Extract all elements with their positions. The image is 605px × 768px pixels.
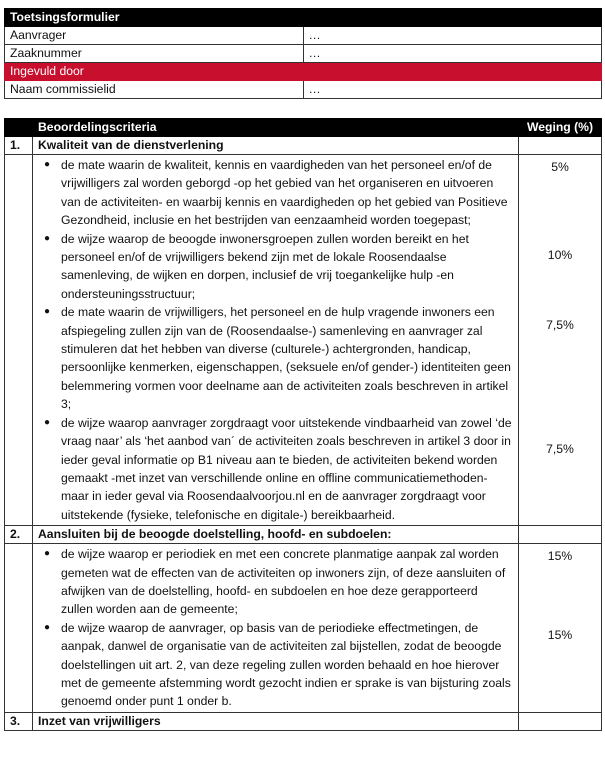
list-item: ● de mate waarin de vrijwilligers, het personeel en de hulp vragende inwoners een afspiegeling zullen zijn van de (Roosendaalse-) samenleving en aanvrager zal stimuleren dat het hebben van diverse (culturele-) achtergronden, handicap, persoonlijke kenmerken, eigenschappen, (seksuele en/of gender-) identiteiten geen belemmering vormen voor deelname aan de activiteiten zoals beschreven in artikel 3; <box>33 303 512 413</box>
criteria-column-header: Beoordelingscriteria <box>33 119 519 137</box>
weight-column-header: Weging (%) <box>519 119 602 137</box>
bullet-icon: ● <box>43 416 51 428</box>
assessment-form-table <box>4 8 602 99</box>
list-item: ● de mate waarin de kwaliteit, kennis en vaardigheden van het personeel en/of de vrijwilligers zal worden geborgd -op het gebied van het organiseren en uitvoeren van de activiteiten- en waarbij kennis en vaardigheden op het gebied van Positieve Gezondheid, inclusie en het bestrijden van eenzaamheid worden toegepast; <box>33 156 512 230</box>
applicant-value[interactable]: … <box>303 27 602 45</box>
list-item: ● de wijze waarop de beoogde inwonersgroepen zullen worden bereikt en het personeel en/of de vrijwilligers bekend zijn met de lokale Roosendaalse samenleving, de wijken en dorpen, inclusief de vrij toegankelijke hulp -en ondersteuningsstructuur; <box>33 230 512 304</box>
form-title: Toetsingsformulier <box>5 9 602 27</box>
list-item: ● de wijze waarop er periodiek en met een concrete planmatige aanpak zal worden gemeten wat de effecten van de activiteiten op inwoners zijn, of deze aansluiten of afwijken van de doelstelling, hoofd- en subdoelen en hoe deze gerapporteerd zullen worden aan de gemeente; <box>33 545 512 619</box>
weight-value: 10% <box>547 248 573 262</box>
weight-value: 7,5% <box>546 318 574 332</box>
section-number: 1. <box>5 137 33 155</box>
section-1-criteria-list <box>33 155 518 525</box>
weight-value: 5% <box>551 160 569 174</box>
list-item: ● de wijze waarop de aanvrager, op basis van de periodieke effectmetingen, de aanpak, danwel de organisatie van de activiteiten zal bijstellen, zodat de beoogde doelstellingen uit art. 2, van deze regeling zullen worden behaald en hoe hierover met de gemeente afstemming wordt gezocht indien er sprake is van bijsturing zoals genoemd onder punt 1 onder b. <box>33 619 512 711</box>
section-number: 2. <box>5 526 33 544</box>
section-2-weights <box>519 544 602 713</box>
weight-value: 15% <box>547 549 573 564</box>
bullet-icon: ● <box>43 621 51 633</box>
case-number-label: Zaaknummer <box>5 45 304 63</box>
committee-member-value[interactable]: … <box>303 81 602 99</box>
list-item: ● de wijze waarop aanvrager zorgdraagt voor uitstekende vindbaarheid van zowel ‘de vraag naar’ als ‘het aanbod van´ de activiteiten zoals beschreven in artikel 3 door in ieder geval informatie op B1 niveau aan te bieden, de activiteiten bekend worden gemaakt -met inzet van verschillende online en offline communicatiemethoden- maar in ieder geval via Roosendaalvoorjou.nl en de aanvrager zorgdraagt voor uitstekende (fysieke, telefonische en digitale-) bereikbaarheid. <box>33 414 512 524</box>
bullet-icon: ● <box>43 306 51 318</box>
section-title: Aansluiten bij de beoogde doelstelling, hoofd- en subdoelen: <box>33 526 519 544</box>
weight-value: 7,5% <box>546 442 574 456</box>
section-number: 3. <box>5 712 33 730</box>
number-column-header <box>5 119 33 137</box>
weight-value: 15% <box>547 628 573 643</box>
section-1-weights <box>519 155 602 526</box>
criteria-table <box>4 118 602 731</box>
section-2-criteria-list <box>33 544 518 712</box>
filled-by-header: Ingevuld door <box>5 63 602 81</box>
bullet-icon: ● <box>43 548 51 560</box>
bullet-icon: ● <box>43 232 51 244</box>
applicant-label: Aanvrager <box>5 27 304 45</box>
bullet-icon: ● <box>43 159 51 170</box>
section-title: Kwaliteit van de dienstverlening <box>33 137 519 155</box>
case-number-value[interactable]: … <box>303 45 602 63</box>
committee-member-label: Naam commissielid <box>5 81 304 99</box>
section-title: Inzet van vrijwilligers <box>33 712 519 730</box>
